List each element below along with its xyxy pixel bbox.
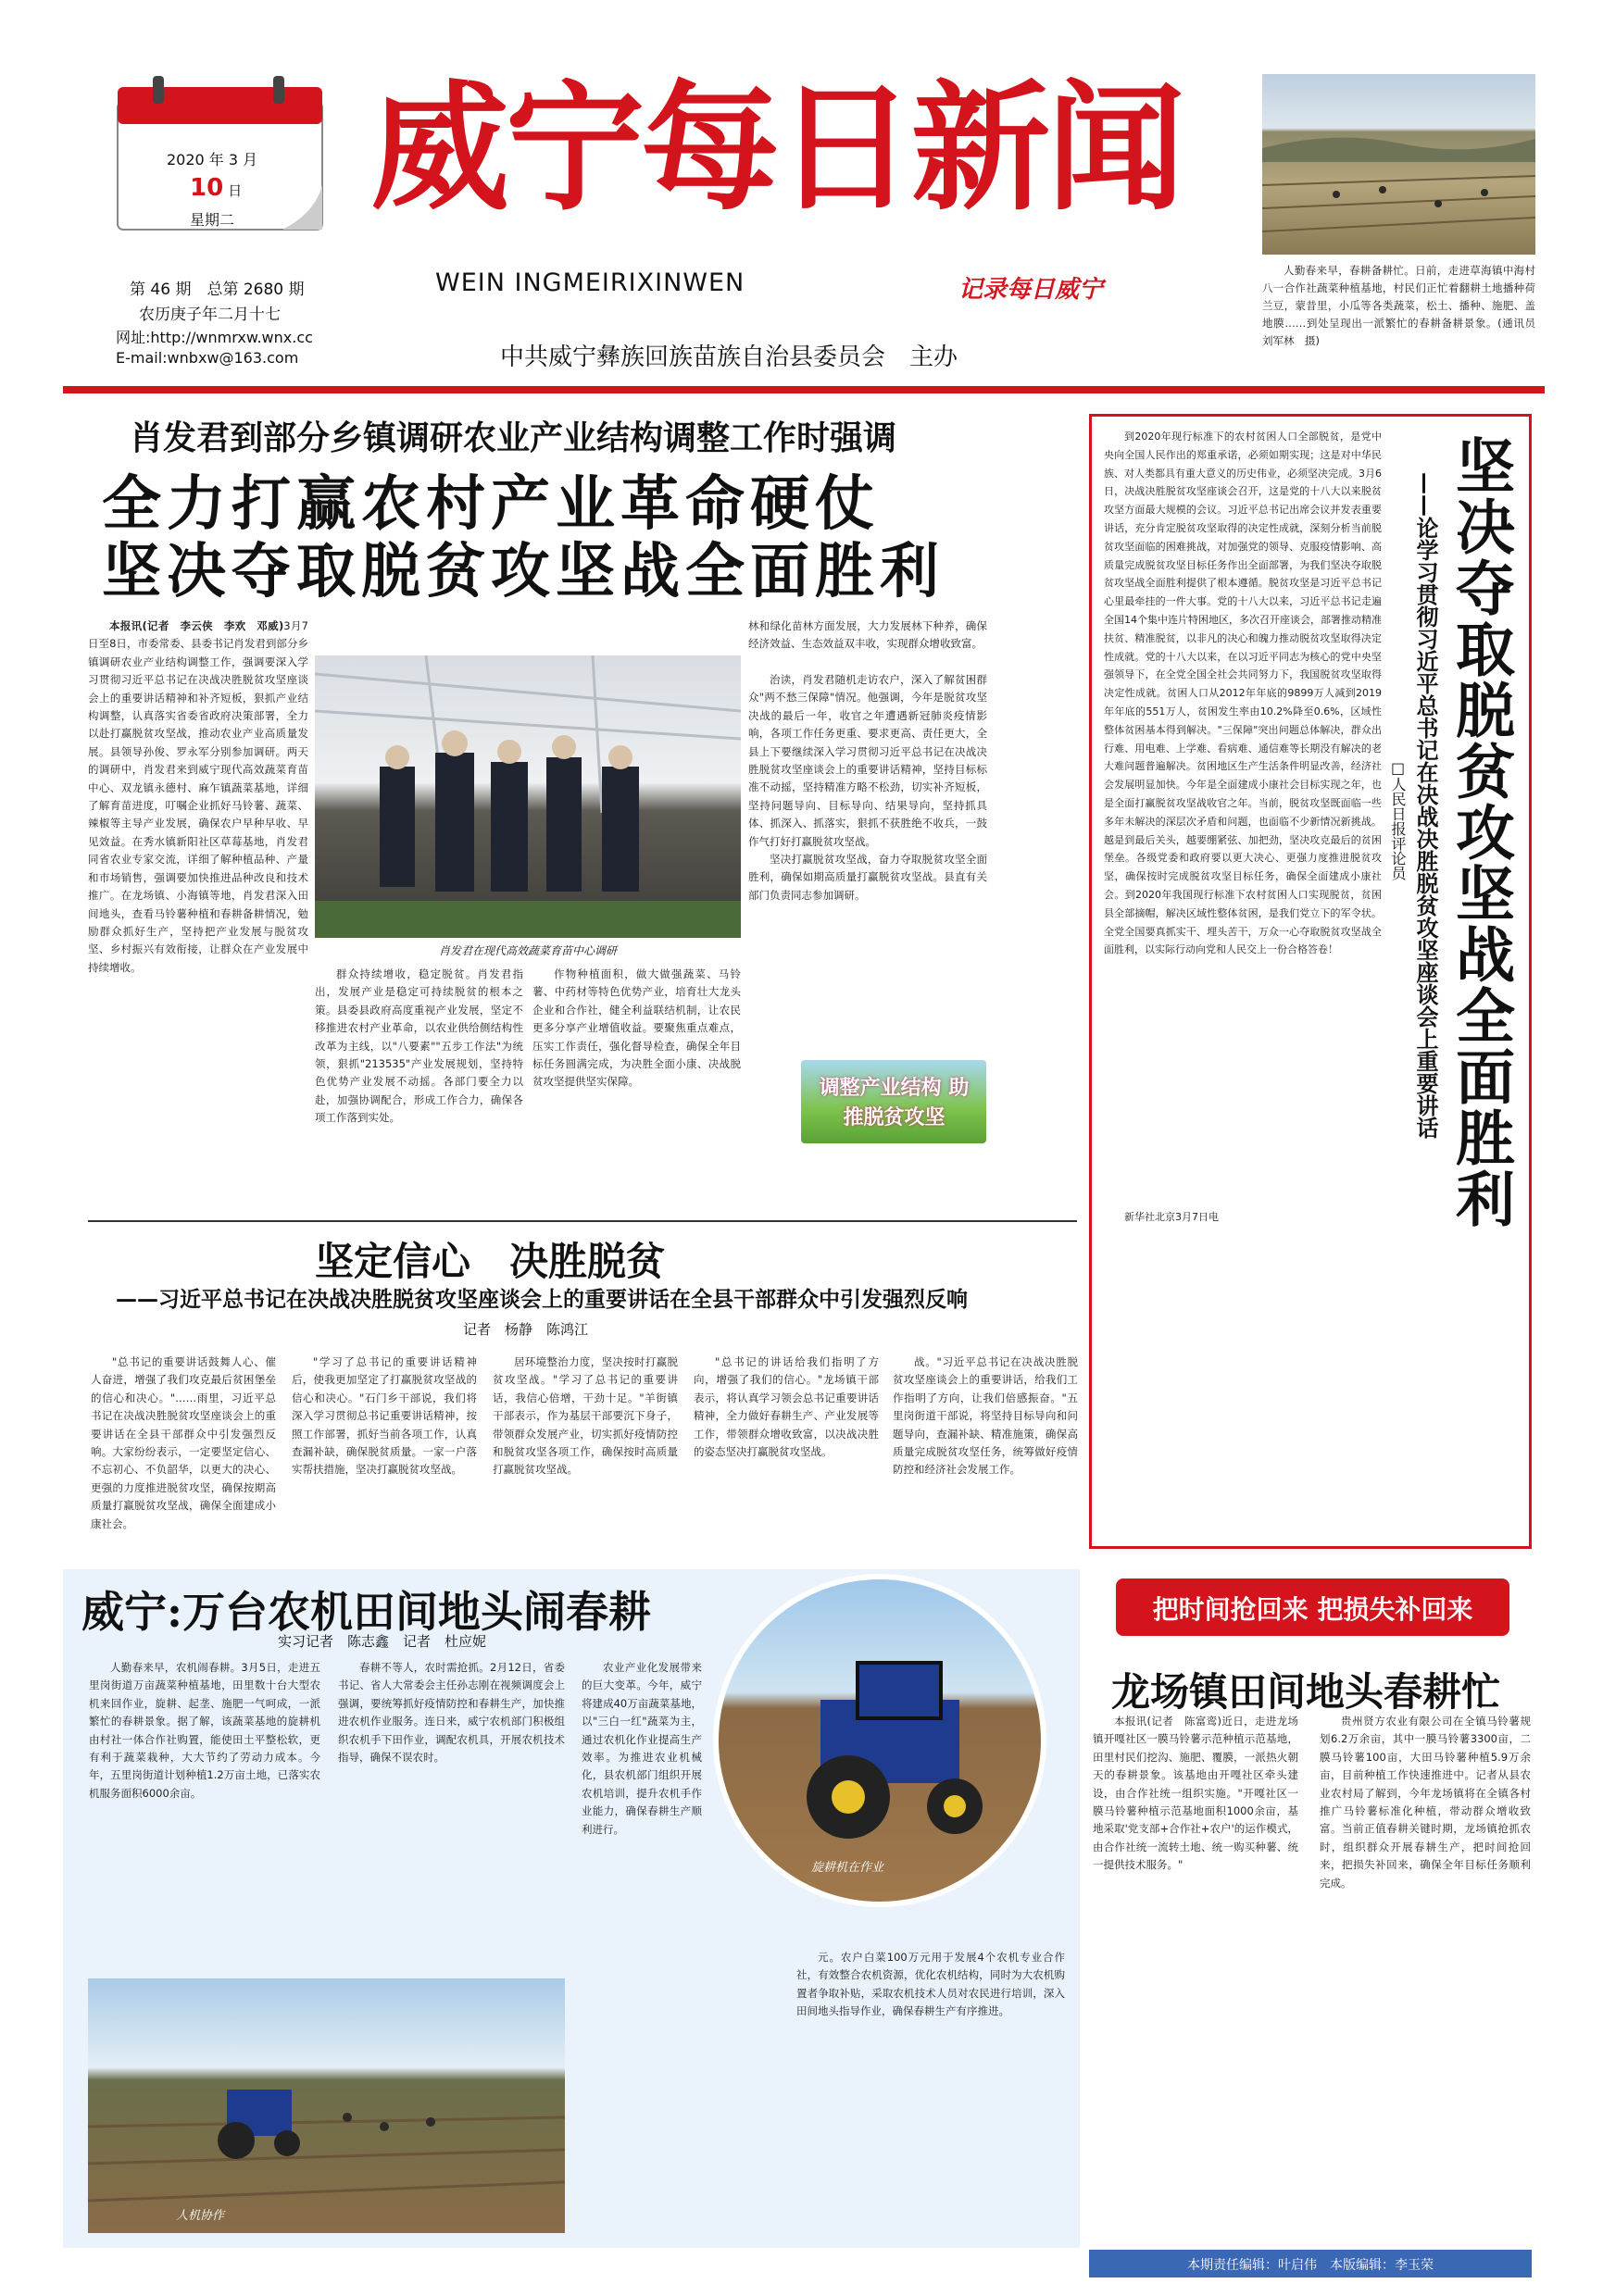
faith-col-2: "学习了总书记的重要讲话精神后，使我更加坚定了打赢脱贫攻坚战的信心和决心。"石门乡干部说，我们将深入学习贯彻总书记重要讲话精神，按照工作部署，抓好当前各项工作，认真查漏补缺，确保脱贫质量。一家一户落实帮扶措施，坚决打赢脱贫攻坚战。: [292, 1355, 477, 1477]
lead-headline-1: 全力打赢农村产业革命硬仗: [102, 469, 880, 539]
masthead-rule: [63, 386, 1545, 393]
lead-banner: [801, 1060, 986, 1143]
date-day-unit: 日: [228, 182, 243, 199]
lead-byline: 本报讯(记者 李云侠 李欢 邓威): [109, 619, 284, 632]
spring-col-3: 农业产业化发展带来的巨大变革。今年，威宁将建成40万亩蔬菜基地，以"三白一红"蔬菜为主，通过农机化作业提高生产效率。为推进农业机械化，县农机部门组织开展农机培训，提升农机手作业能力，确保春耕生产顺利进行。: [582, 1661, 702, 1836]
faith-subtitle: ——习近平总书记在决战决胜脱贫攻坚座谈会上的重要讲话在全县干部群众中引发强烈反响: [116, 1288, 968, 1312]
faith-col-3: 居环境整治力度，坚决按时打赢脱贫攻坚战。"学习了总书记的重要讲话，我信心倍增，干劲十足。"羊街镇干部表示，作为基层干部要沉下身子，带领群众发展产业，切实抓好疫情防控和脱贫攻坚各项工作，确保按时高质量打赢脱贫攻坚战。: [493, 1355, 678, 1477]
issue-number: 第 46 期 总第 2680 期: [130, 281, 305, 299]
lead-col-2b: 治读，肖发君随机走访农户，深入了解贫困群众"两不愁三保障"情况。他强调，今年是脱贫攻坚决战的最后一年，收官之年遭遇新冠肺炎疫情影响，各项工作任务更重、要求更高、责任更大，全县上下要继续深入学习贯彻习近平总书记在决战决胜脱贫攻坚座谈会上的重要讲话精神，坚持目标标准不动摇，坚持精准方略不松劲，切实补齐短板，坚持问题导向、目标导向、结果导向，坚持抓具体、抓深入、抓落实，狠抓不获胜绝不收兵，一鼓作气打好打赢脱贫攻坚战。: [748, 673, 987, 848]
lead-mid-1: 群众持续增收，稳定脱贫。肖发君指出，发展产业是稳定可持续脱贫的根本之策。县委县政府高度重视产业发展，坚定不移推进农村产业革命，以农业供给侧结构性改革为主线，以"八要素""五步工作法"为统领，狠抓"213535"产业发展规划，坚持特色优势产业发展不动摇。各部门要全力以赴，加强协调配合，形成工作合力，确保各项工作落到实处。: [315, 967, 523, 1125]
lead-headline-2: 坚决夺取脱贫攻坚战全面胜利: [102, 537, 945, 606]
tractor-photo-circle: [713, 1574, 1046, 1907]
editorial-body-cont: [1104, 1208, 1521, 1541]
faith-byline: 记者 杨静 陈鸿江: [463, 1321, 589, 1338]
footer-bar: [1089, 2250, 1532, 2277]
date-day-number: 10: [190, 174, 224, 202]
spring-col-1: 人勤春来早，农机闹春耕。3月5日，走进五里岗街道万亩蔬菜种植基地，田里数十台大型农机来回作业，旋耕、起垄、施肥一气呵成，一派繁忙的春耕景象。据了解，该蔬菜基地的旋耕机由村社一体合作社购置，能使田土平整松软，更有利于蔬菜栽种，大大节约了劳动力成本。今年，五里岗街道计划种植1.2万亩土地，已落实农机服务面积6000余亩。: [89, 1661, 320, 1800]
top-photo-caption: 人勤春来早，春耕备耕忙。日前，走进草海镇中海村八一合作社蔬菜种植基地，村民们正忙着翻耕土地播种荷兰豆，蒙昔里，小瓜等各类蔬菜，松土、播种、施肥、盖地膜……到处呈现出一派繁忙的春耕备耕景象。(通讯员 刘军林 摄): [1262, 264, 1547, 347]
faith-headline: 坚定信心 决胜脱贫: [315, 1239, 666, 1284]
lead-col-1: [88, 618, 308, 1210]
longchang-headline: 龙场镇田间地头春耕忙: [1111, 1669, 1501, 1715]
longchang-banner: [1116, 1578, 1509, 1636]
lead-col-1-text: 3月7日至8日，市委常委、县委书记肖发君到部分乡镇调研农业产业结构调整工作，强调要深入学习贯彻习近平总书记在决战决胜脱贫攻坚座谈会上的重要讲话精神和补齐短板，狠抓产业结构调整，认真落实省委省政府决策部署，全力以赴打赢脱贫攻坚战，推动农业产业高质量发展。县领导孙俊、罗永军分别参加调研。两天的调研中，肖发君来到威宁现代高效蔬菜育苗中心、双龙镇永德村、麻乍镇蔬菜基地，详细了解育苗进度，叮嘱企业抓好马铃薯、蔬菜、辣椒等主导产业发展，确保农户早种早收、早见效益。在秀水镇新阳社区草莓基地，肖发君同省农业专家交流，详细了解种植品种、产量和市场销售，强调要加快推进品种改良和技术推广。在龙场镇、小海镇等地，肖发君深入田间地头，查看马铃薯种植和春耕备耕情况，勉励群众抓好生产，坚持把产业发展与脱贫攻坚、乡村振兴有效衔接，让群众在产业发展中持续增收。: [88, 619, 309, 974]
lead-mid-2: 作物种植面积，做大做强蔬菜、马铃薯、中药材等特色优势产业，培育壮大龙头企业和合作社，健全利益联结机制，让农民更多分享产业增值收益。要聚焦重点难点，压实工作责任，强化督导检查，确保全年目标任务圆满完成，为决胜全面小康、决战脱贫攻坚提供坚实保障。: [532, 967, 741, 1089]
newspaper-title: 威宁每日新闻: [370, 67, 1183, 230]
website: 网址:http://wnmrxw.wnx.cc: [116, 329, 313, 346]
slogan: 记录每日威宁: [958, 276, 1104, 304]
photo2-caption: 人机协作: [176, 2209, 225, 2223]
longchang-banner-text: 把时间抢回来 把损失补回来: [1152, 1594, 1473, 1625]
email: E-mail:wnbxw@163.com: [116, 349, 299, 367]
editorial-subtitle: ——论学习贯彻习近平总书记在决战决胜脱贫攻坚座谈会上重要讲话: [1412, 472, 1438, 1139]
sponsor: 中共威宁彝族回族苗族自治县委员会 主办: [500, 343, 958, 371]
editorial-body: 到2020年现行标准下的农村贫困人口全部脱贫，是党中央向全国人民作出的郑重承诺，必须如期实现；这是对中华民族、对人类都具有重大意义的历史伟业，必须坚决完成。3月6日，决战决胜脱贫攻坚座谈会召开，这是党的十八大以来脱贫攻坚方面最大规模的会议。习近平总书记出席会议并发表重要讲话，充分肯定脱贫攻坚取得的决定性成就，深刻分析当前脱贫攻坚面临的困难挑战，对加强党的领导、克服疫情影响、高质量完成脱贫攻坚目标任务作出全面部署，为我们坚决夺取脱贫攻坚战全面胜利提供了根本遵循。脱贫攻坚是习近平总书记心里最牵挂的一件大事。党的十八大以来，习近平总书记走遍全国14个集中连片特困地区，多次召开座谈会，部署推动精准扶贫、精准脱贫，以非凡的决心和魄力推动脱贫攻坚取得决定性成就。党的十八大以来，在以习近平同志为核心的党中央坚强领导下，在全党全国全社会共同努力下，我国脱贫攻坚取得决定性成就。贫困人口从2012年年底的9899万人减到2019年年底的551万人，贫困发生率由10.2%降至0.6%，区域性整体贫困基本得到解决。"三保障"突出问题总体解决，群众出行难、用电难、上学难、看病难、通信难等长期没有解决的老大难问题普遍解决。贫困地区生产生活条件明显改善，经济社会发展明显加快。今年是全面建成小康社会目标实现之年，也是全面打赢脱贫攻坚战收官之年。当前，脱贫攻坚既面临一些多年未解决的深层次矛盾和问题，也面临不少新情况新挑战。越是到最后关头，越要绷紧弦、加把劲，坚决攻克最后的贫困堡垒。各级党委和政府要以更大决心、更强力度推进脱贫攻坚，确保按时完成脱贫攻坚目标任务，确保全面建成小康社会。到2020年我国现行标准下农村贫困人口实现脱贫，贫困县全部摘帽，解决区域性整体贫困，是我们党立下的军令状。全党全国要真抓实干、埋头苦干，万众一心夺取脱贫攻坚战全面胜利，以实际行动向党和人民交上一份合格答卷！: [1104, 430, 1382, 956]
lead-banner-text: 调整产业结构 助推脱贫攻坚: [819, 1076, 970, 1129]
section-rule: [88, 1220, 1077, 1222]
lead-photo: [315, 655, 741, 938]
farmland-photo: [1262, 74, 1535, 255]
lead-col-2-top: 林和绿化苗林方面发展，大力发展林下种养，确保经济效益、生态效益双丰收，实现群众增收致富。: [748, 619, 987, 651]
spring-byline: 实习记者 陈志鑫 记者 杜应妮: [278, 1633, 487, 1650]
lead-photo-caption: 肖发君在现代高效蔬菜育苗中心调研: [438, 944, 617, 957]
faith-col-4: "总书记的讲话给我们指明了方向，增强了我们的信心。"龙场镇干部表示，将认真学习领会总书记重要讲话精神，全力做好春耕生产、产业发展等工作，带领群众增收致富，以决战决胜的姿态坚决打赢脱贫攻坚战。: [694, 1355, 879, 1459]
spring-col-2: 春耕不等人，农时需抢抓。2月12日，省委书记、省人大常委会主任孙志刚在视频调度会上强调，要统筹抓好疫情防控和春耕生产，加快推进农机作业服务。连日来，威宁农机部门积极组织农机手下田作业，调配农机具，开展农机技术指导，确保不误农时。: [338, 1661, 565, 1765]
faith-col-5: 战。"习近平总书记在决战决胜脱贫攻坚座谈会上的重要讲话，给我们工作指明了方向，让我们倍感振奋。"五里岗街道干部说，将坚持目标导向和问题导向，查漏补缺、精准施策，确保高质量完成脱贫攻坚任务，统筹做好疫情防控和经济社会发展工作。: [893, 1355, 1078, 1477]
lunar-date: 农历庚子年二月十七: [139, 306, 281, 324]
editorial-sign: 新华社北京3月7日电: [1124, 1211, 1219, 1223]
spring-headline: 威宁:万台农机田间地头闹春耕: [81, 1587, 651, 1637]
date-year-month: 2020 年 3 月: [167, 151, 258, 168]
longchang-col-2: 贵州贤方农业有限公司在全镇马铃薯规划6.2万余亩，其中一膜马铃薯3300亩，二膜马铃薯100亩，大田马铃薯种植5.9万余亩，目前种植工作快速推进中。记者从县农业农村局了解到，今年龙场镇将在全镇各村推广马铃薯标准化种植，带动群众增收致富。当前正值春耕关键时期，龙场镇抢抓农时，组织群众开展春耕生产，把时间抢回来，把损失补回来，确保全年目标任务顺利完成。: [1320, 1715, 1531, 1890]
photo1-caption: 旋耕机在作业: [811, 1861, 884, 1875]
faith-col-1: "总书记的重要讲话鼓舞人心、催人奋进，增强了我们攻克最后贫困堡垒的信心和决心。"……雨里，习近平总书记在决战决胜脱贫攻坚座谈会上的重要讲话在全县干部群众中引发强烈反响。大家纷纷表示，一定要坚定信心、不忘初心、不负韶华，以更大的决心、更强的力度推进脱贫攻坚，确保按期高质量打赢脱贫攻坚战，确保全面建成小康社会。: [91, 1355, 276, 1530]
editorial-author: □人民日报评论员: [1389, 759, 1407, 880]
longchang-col-1: 本报讯(记者 陈富鸾)近日，走进龙场镇开嘎社区一膜马铃薯示范种植示范基地，田里村民们挖沟、施肥、覆膜，一派热火朝天的春耕景象。该基地由开嘎社区牵头建设，由合作社统一组织实施。"开嘎社区一膜马铃薯种植示范基地面积1000余亩，基地采取'党支部+合作社+农户'的运作模式，由合作社统一流转土地、统一购买种薯、统一提供技术服务。": [1093, 1715, 1298, 1872]
title-pinyin: WEIN INGMEIRIXINWEN: [435, 268, 745, 297]
lead-kicker: 肖发君到部分乡镇调研农业产业结构调整工作时强调: [130, 418, 897, 457]
lead-col-2c: 坚决打赢脱贫攻坚战，奋力夺取脱贫攻坚全面胜利，确保如期高质量打赢脱贫攻坚战。县直有关部门负责同志参加调研。: [748, 853, 987, 902]
editorial-headline: 坚决夺取脱贫攻坚战全面胜利: [1446, 435, 1515, 1229]
footer-editor: 本期责任编辑：叶启伟 本版编辑：李玉荣: [1187, 2258, 1434, 2273]
date-day: [190, 174, 242, 202]
spring-col-4: 元。农户白菜100万元用于发展4个农机专业合作社，有效整合农机资源，优化农机结构，同时为大农机购置者争取补贴，采取农机技术人员对农民进行培训，深入田间地头指导作业，确保春耕生产有序推进。: [796, 1951, 1065, 2018]
date-weekday: 星期二: [190, 211, 235, 229]
field-photo: [88, 1978, 565, 2233]
